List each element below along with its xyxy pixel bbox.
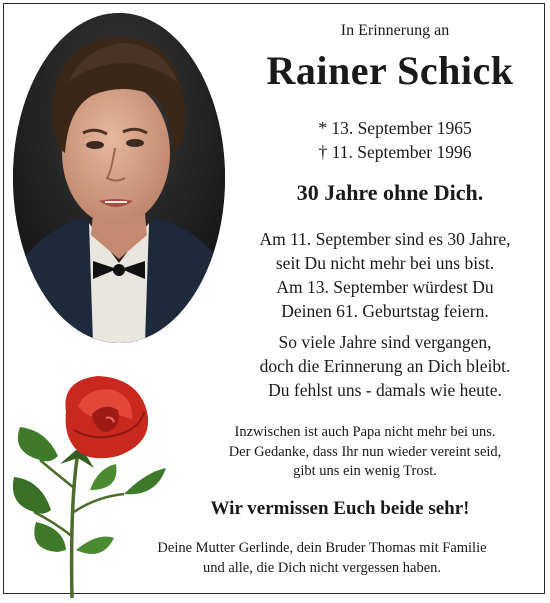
text-line: doch die Erinnerung an Dich bleibt. — [259, 356, 511, 376]
signature-line: Deine Mutter Gerlinde, dein Bruder Thomas mit Familie — [157, 540, 487, 556]
text-line: Am 13. September würdest Du — [276, 277, 494, 297]
text-line: seit Du nicht mehr bei uns bist. — [275, 253, 495, 273]
paragraph-memory — [215, 330, 550, 402]
text-line: Am 11. September sind es 30 Jahre, — [259, 229, 511, 249]
death-date: † 11. September 1996 — [318, 142, 472, 162]
intro-line: In Erinnerung an — [340, 22, 450, 39]
deceased-name: Rainer Schick — [266, 48, 514, 93]
life-dates — [250, 116, 540, 164]
text-line: Der Gedanke, dass Ihr nun wieder vereint seid, — [228, 443, 502, 460]
signature-line: und alle, die Dich nicht vergessen haben. — [202, 560, 442, 576]
text-line: Deinen 61. Geburtstag feiern. — [281, 301, 489, 321]
text-line: Inzwischen ist auch Papa nicht mehr bei uns. — [234, 424, 496, 440]
closing-line: Wir vermissen Euch beide sehr! — [210, 498, 470, 519]
birth-date: * 13. September 1965 — [318, 118, 472, 138]
text-line: Du fehlst uns - damals wie heute. — [268, 380, 502, 400]
paragraph-anniversary — [215, 227, 550, 323]
headline: 30 Jahre ohne Dich. — [296, 180, 484, 205]
portrait-photo — [13, 13, 225, 343]
text-line: So viele Jahre sind vergangen, — [278, 332, 492, 352]
text-line: gibt uns ein wenig Trost. — [293, 463, 437, 479]
paragraph-father — [180, 423, 550, 482]
signature — [96, 538, 548, 578]
